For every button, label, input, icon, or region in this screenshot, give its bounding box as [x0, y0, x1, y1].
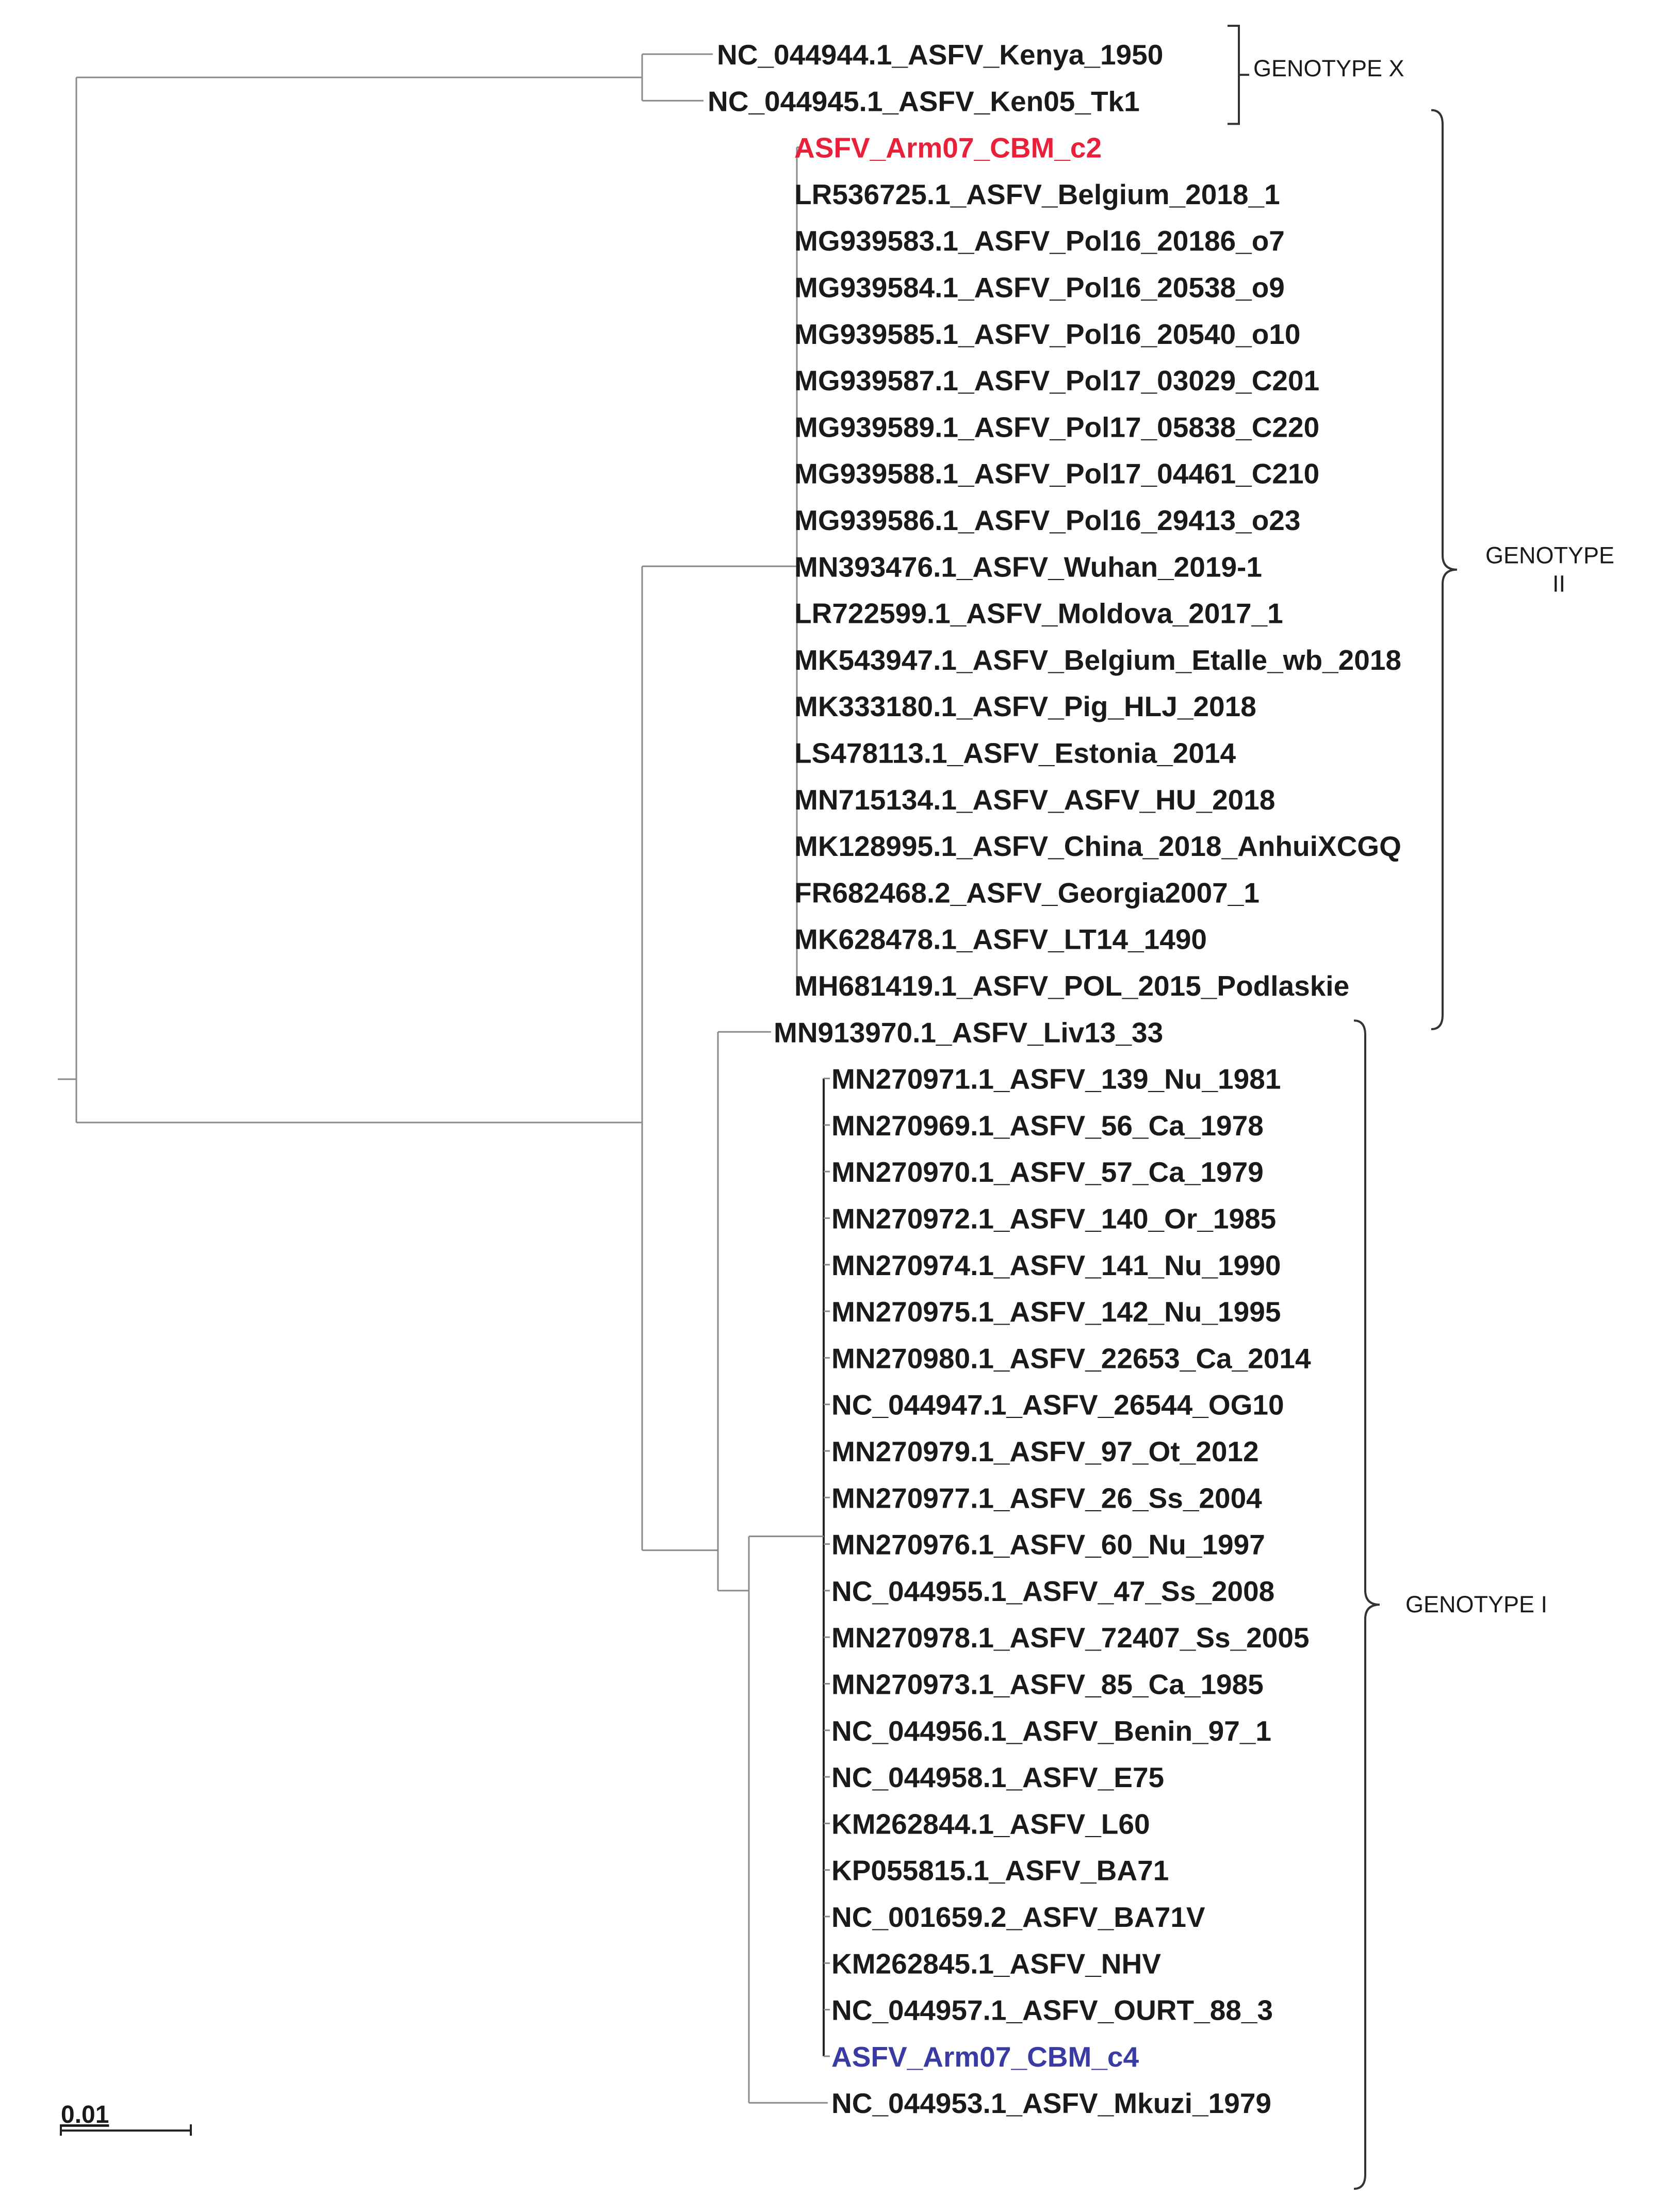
leaf-label-g2_12: MK333180.1_ASFV_Pig_HLJ_2018: [794, 690, 1256, 723]
genotype-ii-label: GENOTYPE II: [1485, 542, 1615, 597]
leaf-label-g1_7: MN270980.1_ASFV_22653_Ca_2014: [831, 1342, 1311, 1375]
leaf-label-g2_2: MG939583.1_ASFV_Pol16_20186_o7: [794, 225, 1285, 257]
leaf-label-g1_14: MN270973.1_ASFV_85_Ca_1985: [831, 1668, 1264, 1701]
leaf-label-g2_11: MK543947.1_ASFV_Belgium_Etalle_wb_2018: [794, 643, 1401, 676]
leaf-label-g1_9: MN270979.1_ASFV_97_Ot_2012: [831, 1435, 1259, 1467]
leaf-label-ken05: NC_044945.1_ASFV_Ken05_Tk1: [708, 85, 1140, 118]
leaf-label-g2_6: MG939589.1_ASFV_Pol17_05838_C220: [794, 411, 1320, 443]
leaf-label-g2_1: LR536725.1_ASFV_Belgium_2018_1: [794, 178, 1280, 210]
leaf-label-g2_4: MG939585.1_ASFV_Pol16_20540_o10: [794, 318, 1301, 350]
leaf-label-g1_16: NC_044958.1_ASFV_E75: [831, 1761, 1165, 1794]
genotype-x-bracket: [1228, 26, 1249, 124]
leaf-label-g1_19: NC_001659.2_ASFV_BA71V: [831, 1901, 1205, 1933]
leaf-label-g1_12: NC_044955.1_ASFV_47_Ss_2008: [831, 1575, 1275, 1607]
leaf-label-g1_21: NC_044957.1_ASFV_OURT_88_3: [831, 1994, 1273, 2026]
genotype-i-brace: [1354, 1020, 1380, 2189]
leaf-label-g1_2: MN270969.1_ASFV_56_Ca_1978: [831, 1109, 1264, 1142]
genotype-x-label: GENOTYPE X: [1253, 55, 1404, 82]
leaf-label-g1_3: MN270970.1_ASFV_57_Ca_1979: [831, 1156, 1264, 1188]
leaf-label-g2_17: MK628478.1_ASFV_LT14_1490: [794, 923, 1207, 955]
genotype-i-label: GENOTYPE I: [1405, 1591, 1548, 1618]
leaf-label-g2_8: MG939586.1_ASFV_Pol16_29413_o23: [794, 504, 1301, 536]
leaf-label-g1_4: MN270972.1_ASFV_140_Or_1985: [831, 1202, 1277, 1235]
leaf-label-g1_18: KP055815.1_ASFV_BA71: [831, 1854, 1169, 1887]
leaf-label-g1_5: MN270974.1_ASFV_141_Nu_1990: [831, 1249, 1281, 1281]
leaf-label-liv13: MN913970.1_ASFV_Liv13_33: [774, 1016, 1164, 1049]
leaf-label-g2_15: MK128995.1_ASFV_China_2018_AnhuiXCGQ: [794, 830, 1401, 863]
leaf-label-g1_10: MN270977.1_ASFV_26_Ss_2004: [831, 1482, 1262, 1514]
leaf-label-g1_15: NC_044956.1_ASFV_Benin_97_1: [831, 1714, 1272, 1747]
leaf-labels: [708, 39, 1401, 2119]
leaf-label-mkuzi: NC_044953.1_ASFV_Mkuzi_1979: [831, 2087, 1272, 2120]
genotype-ii-brace: [1431, 110, 1457, 1029]
leaf-label-g1_6: MN270975.1_ASFV_142_Nu_1995: [831, 1296, 1281, 1328]
leaf-label-arm07c2: ASFV_Arm07_CBM_c2: [794, 131, 1102, 164]
leaf-label-g2_10: LR722599.1_ASFV_Moldova_2017_1: [794, 597, 1283, 630]
leaf-label-g2_5: MG939587.1_ASFV_Pol17_03029_C201: [794, 365, 1320, 397]
leaf-label-g2_3: MG939584.1_ASFV_Pol16_20538_o9: [794, 271, 1285, 304]
leaf-label-arm07c4: ASFV_Arm07_CBM_c4: [831, 2040, 1139, 2073]
leaf-label-g1_1: MN270971.1_ASFV_139_Nu_1981: [831, 1063, 1281, 1095]
tree-branches: [58, 54, 830, 2103]
leaf-label-g1_13: MN270978.1_ASFV_72407_Ss_2005: [831, 1622, 1310, 1654]
scale-bar-label: 0.01: [61, 2101, 109, 2128]
leaf-label-g1_8: NC_044947.1_ASFV_26544_OG10: [831, 1389, 1284, 1421]
leaf-label-g2_13: LS478113.1_ASFV_Estonia_2014: [794, 737, 1236, 769]
leaf-label-g2_9: MN393476.1_ASFV_Wuhan_2019-1: [794, 551, 1262, 583]
scale-bar: [61, 2101, 191, 2136]
leaf-label-kenya1950: NC_044944.1_ASFV_Kenya_1950: [717, 39, 1164, 71]
leaf-label-g1_20: KM262845.1_ASFV_NHV: [831, 1947, 1161, 1980]
leaf-label-g2_14: MN715134.1_ASFV_ASFV_HU_2018: [794, 783, 1275, 816]
leaf-label-g2_16: FR682468.2_ASFV_Georgia2007_1: [794, 877, 1260, 909]
leaf-label-g1_11: MN270976.1_ASFV_60_Nu_1997: [831, 1528, 1265, 1561]
leaf-label-g1_17: KM262844.1_ASFV_L60: [831, 1808, 1150, 1840]
leaf-label-g2_7: MG939588.1_ASFV_Pol17_04461_C210: [794, 457, 1320, 490]
genotype-brackets: [1228, 26, 1614, 2189]
leaf-label-g2_18: MH681419.1_ASFV_POL_2015_Podlaskie: [794, 970, 1350, 1002]
